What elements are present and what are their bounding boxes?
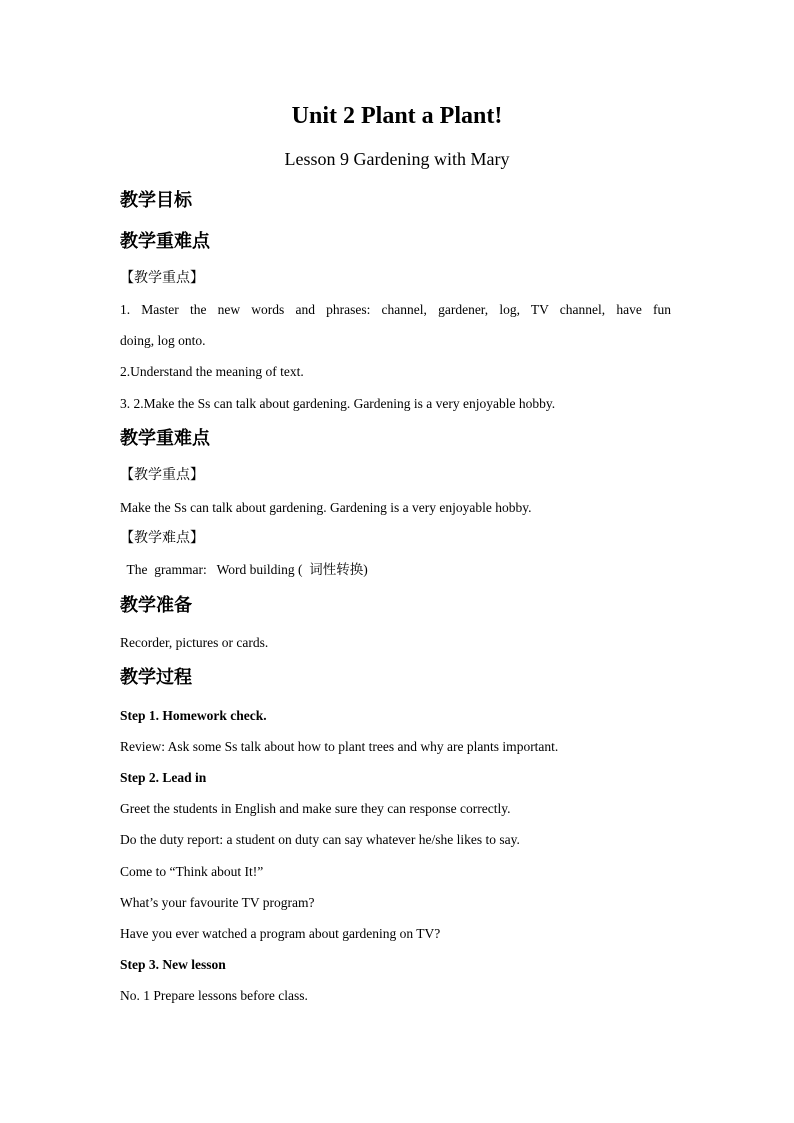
key-point-line-3: 2.Understand the meaning of text.: [120, 364, 304, 379]
lesson-subtitle: Lesson 9 Gardening with Mary: [284, 149, 510, 169]
step-2-line-2: Do the duty report: a student on duty can say whatever he/she likes to say.: [120, 832, 520, 847]
key-point-line-1: 1. Master the new words and phrases: channel, gardener, log, TV channel, have fun: [120, 302, 671, 317]
difficult-point-line-1: [120, 560, 368, 580]
section-heading-preparation: 教学准备: [120, 595, 192, 616]
section-heading-key-difficult-2: 教学重难点: [120, 428, 210, 449]
section-heading-key-difficult-1: 教学重难点: [120, 231, 210, 252]
key-point-line-2: doing, log onto.: [120, 333, 206, 348]
label-key-points-2: 【教学重点】: [120, 467, 204, 483]
step-2-line-5: Have you ever watched a program about gardening on TV?: [120, 926, 441, 941]
difficult-point-cn: 词性转换: [309, 562, 364, 578]
document-title: Unit 2 Plant a Plant!: [291, 103, 503, 129]
step-3-title: Step 3. New lesson: [120, 957, 226, 972]
section-heading-objectives: 教学目标: [120, 190, 192, 211]
section-heading-process: 教学过程: [120, 667, 192, 688]
step-2-line-4: What’s your favourite TV program?: [120, 895, 315, 910]
step-1-title: Step 1. Homework check.: [120, 708, 267, 723]
key-point-2-line-1: Make the Ss can talk about gardening. Gardening is a very enjoyable hobby.: [120, 500, 532, 515]
preparation-line-1: Recorder, pictures or cards.: [120, 635, 269, 650]
step-2-line-3: Come to “Think about It!”: [120, 864, 264, 879]
difficult-point-en: The grammar: Word building (: [120, 562, 310, 577]
label-key-points-1: 【教学重点】: [120, 270, 204, 286]
step-3-line-1: No. 1 Prepare lessons before class.: [120, 988, 308, 1003]
difficult-point-end: ): [363, 562, 368, 577]
label-difficult-points: 【教学难点】: [120, 530, 204, 546]
step-1-line-1: Review: Ask some Ss talk about how to plant trees and why are plants important.: [120, 739, 559, 754]
key-point-line-4: 3. 2.Make the Ss can talk about gardening. Gardening is a very enjoyable hobby.: [120, 396, 556, 411]
step-2-title: Step 2. Lead in: [120, 770, 207, 785]
step-2-line-1: Greet the students in English and make sure they can response correctly.: [120, 801, 511, 816]
